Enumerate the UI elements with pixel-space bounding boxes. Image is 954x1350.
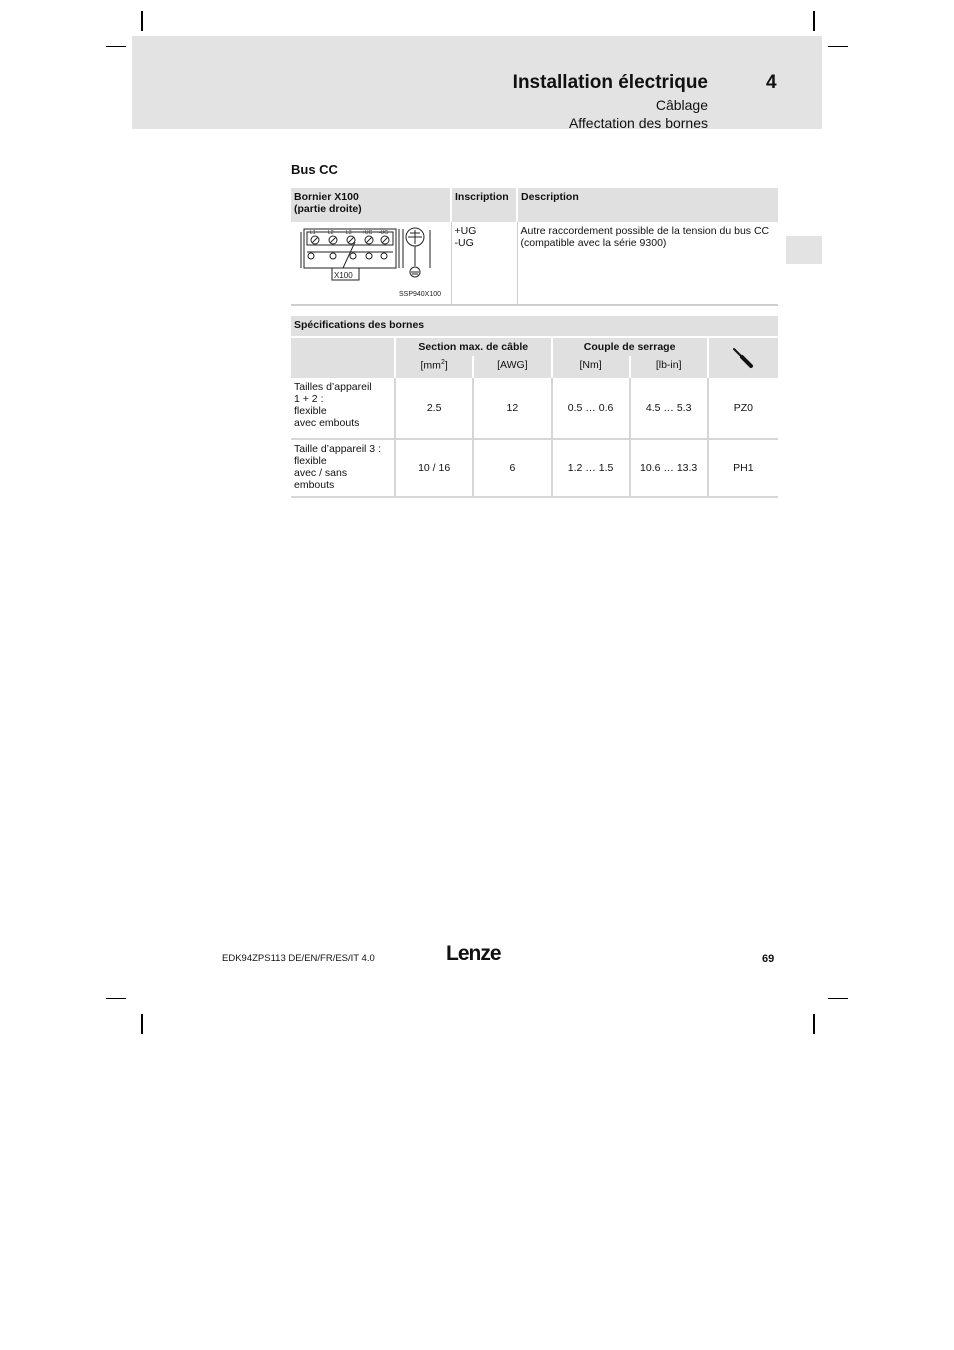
- crop-mark: [106, 998, 126, 999]
- inscription-cell: [451, 222, 517, 305]
- group-tightening-torque: Couple de serrage: [552, 337, 708, 356]
- screwdriver-icon: [712, 346, 775, 370]
- row-label-line: Taille d’appareil 3 :: [294, 443, 381, 455]
- row-label-line: avec / sans: [294, 467, 348, 479]
- document-id: EDK94ZPS113 DE/EN/FR/ES/IT 4.0: [222, 953, 375, 964]
- col-terminal-line2: (partie droite): [294, 203, 362, 215]
- unit-nm: [Nm]: [552, 356, 630, 378]
- row-label: [291, 439, 395, 497]
- subtitle-cabling: Câblage: [655, 97, 708, 113]
- chapter-side-tab: [786, 236, 822, 264]
- terminal-block-x100-figure: [291, 222, 449, 304]
- spec-group-row: [291, 337, 778, 356]
- crop-mark: [828, 46, 848, 47]
- crop-mark: [141, 1014, 143, 1034]
- cell-tool: PZ0: [708, 378, 778, 439]
- cell-awg: 12: [473, 378, 551, 439]
- table-header-row: [291, 188, 778, 222]
- figure-id: SSP940X100: [399, 291, 442, 298]
- unit-mm2-sup: 2: [440, 359, 445, 366]
- crop-mark: [141, 11, 143, 31]
- inscription-minus-ug: -UG: [454, 237, 474, 249]
- spec-title-row: [291, 316, 778, 337]
- cell-nm: 0.5 … 0.6: [552, 378, 630, 439]
- row-label-line: flexible: [294, 405, 327, 417]
- unit-mm2-suffix: ]: [444, 359, 448, 372]
- terminal-specifications-table: [291, 316, 778, 498]
- lenze-logo: Lenze: [446, 942, 501, 965]
- description-cell: Autre raccordement possible de la tension du bus CC (compatible avec la série 9300): [517, 222, 778, 305]
- cell-lbin: 10.6 … 13.3: [630, 439, 708, 497]
- row-label-line: 1 + 2 :: [294, 393, 324, 405]
- terminal-assignment-table: [291, 188, 778, 306]
- chapter-number: 4: [766, 72, 777, 93]
- tool-header: [708, 337, 778, 378]
- spec-table-title: Spécifications des bornes: [291, 316, 778, 337]
- label-l2: L2: [328, 230, 334, 236]
- unit-lbin: [lb-in]: [630, 356, 708, 378]
- cell-awg: 6: [473, 439, 551, 497]
- col-terminal-line1: Bornier X100: [294, 191, 359, 203]
- col-inscription-header: Inscription: [451, 188, 517, 222]
- unit-mm2: [395, 356, 473, 378]
- row-label-line: flexible: [294, 455, 327, 467]
- table-row: [291, 378, 778, 439]
- chapter-title: Installation électrique: [512, 72, 708, 93]
- table-row: [291, 222, 778, 305]
- row-label: [291, 378, 395, 439]
- crop-mark: [813, 1014, 815, 1034]
- label-l1: L1: [310, 230, 316, 236]
- cell-mm2: 2.5: [395, 378, 473, 439]
- col-terminal-header: [291, 188, 451, 222]
- col-description-header: Description: [517, 188, 778, 222]
- cell-nm: 1.2 … 1.5: [552, 439, 630, 497]
- section-title: Bus CC: [291, 162, 338, 177]
- row-label-line: Tailles d’appareil: [294, 381, 372, 393]
- inscription-plus-ug: +UG: [454, 225, 477, 237]
- terminal-figure-cell: [291, 222, 451, 305]
- label-plus-ug: +UG: [362, 230, 373, 236]
- page-number: 69: [762, 953, 775, 965]
- spec-label-header: [291, 337, 395, 378]
- label-x100: X100: [334, 271, 353, 280]
- label-minus-ug: -UG: [379, 230, 389, 236]
- row-label-line: embouts: [294, 479, 335, 491]
- group-cable-section: Section max. de câble: [395, 337, 551, 356]
- label-l3: L3: [346, 230, 352, 236]
- crop-mark: [813, 11, 815, 31]
- table-row: [291, 439, 778, 497]
- cell-lbin: 4.5 … 5.3: [630, 378, 708, 439]
- crop-mark: [828, 998, 848, 999]
- unit-awg: [AWG]: [473, 356, 551, 378]
- cell-tool: PH1: [708, 439, 778, 497]
- header-band: [132, 36, 822, 129]
- crop-mark: [106, 46, 126, 47]
- unit-mm2-prefix: [mm: [420, 359, 441, 372]
- row-label-line: avec embouts: [294, 417, 360, 429]
- subtitle-terminal-assignment: Affectation des bornes: [568, 115, 708, 131]
- cell-mm2: 10 / 16: [395, 439, 473, 497]
